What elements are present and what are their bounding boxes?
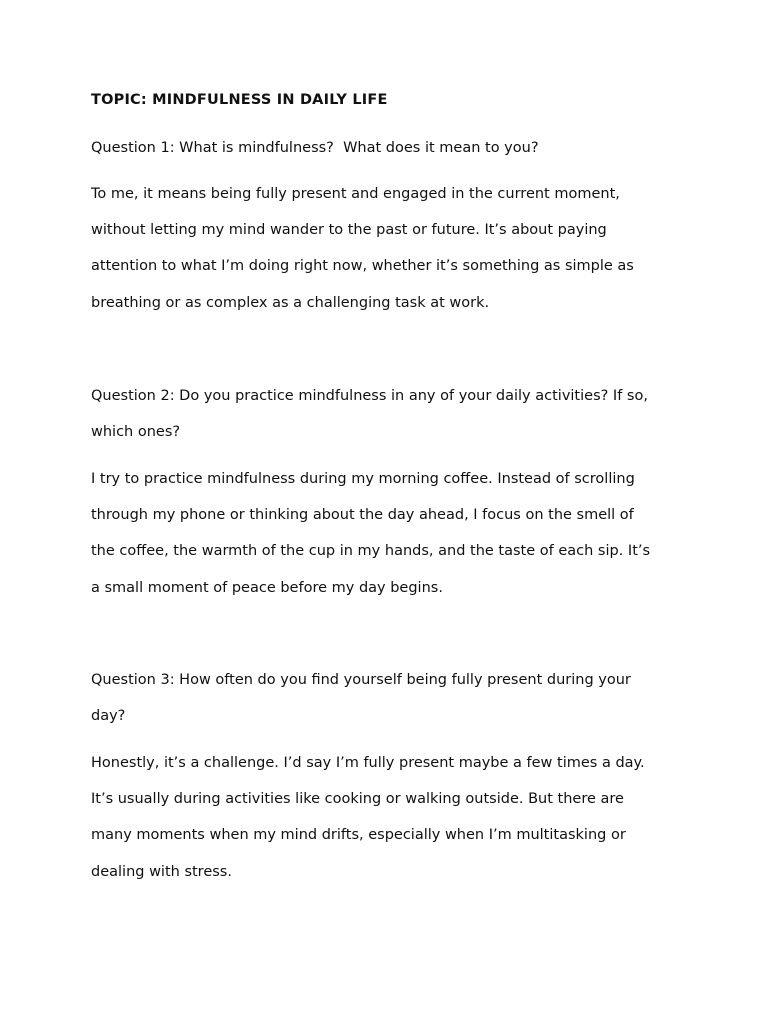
question-2-line: Question 2: Do you practice mindfulness in any of your daily activities? If so, [91,388,648,404]
question-3-line: day? [91,708,126,725]
answer-2-line: I try to practice mindfulness during my morning coffee. Instead of scrolling [91,471,635,487]
answer-2-line: through my phone or thinking about the day ahead, I focus on the smell of [91,507,634,524]
answer-3-line: many moments when my mind drifts, especially when I’m multitasking or [91,827,626,844]
question-2 [91,378,691,450]
question-1 [91,130,691,166]
question-3-line: Question 3: How often do you find yourself being fully present during your [91,672,631,688]
answer-3 [91,745,691,890]
document-title: TOPIC: MINDFULNESS IN DAILY LIFE [91,92,388,108]
answer-1-line: without letting my mind wander to the past or future. It’s about paying [91,222,607,239]
answer-1-line: attention to what I’m doing right now, whether it’s something as simple as [91,258,634,275]
answer-1-line: breathing or as complex as a challenging task at work. [91,294,490,311]
question-2-line: which ones? [91,424,181,441]
question-3 [91,662,691,734]
answer-3-line: dealing with stress. [91,863,232,880]
answer-1 [91,176,691,321]
answer-2-line: the coffee, the warmth of the cup in my hands, and the taste of each sip. It’s [91,543,651,560]
answer-2 [91,461,691,606]
answer-3-line: It’s usually during activities like cooking or walking outside. But there are [91,791,624,808]
answer-2-line: a small moment of peace before my day begins. [91,579,443,596]
question-1-text: Question 1: What is mindfulness? What does it mean to you? [91,140,539,156]
answer-3-line: Honestly, it’s a challenge. I’d say I’m fully present maybe a few times a day. [91,755,645,771]
answer-1-line: To me, it means being fully present and engaged in the current moment, [91,186,620,202]
